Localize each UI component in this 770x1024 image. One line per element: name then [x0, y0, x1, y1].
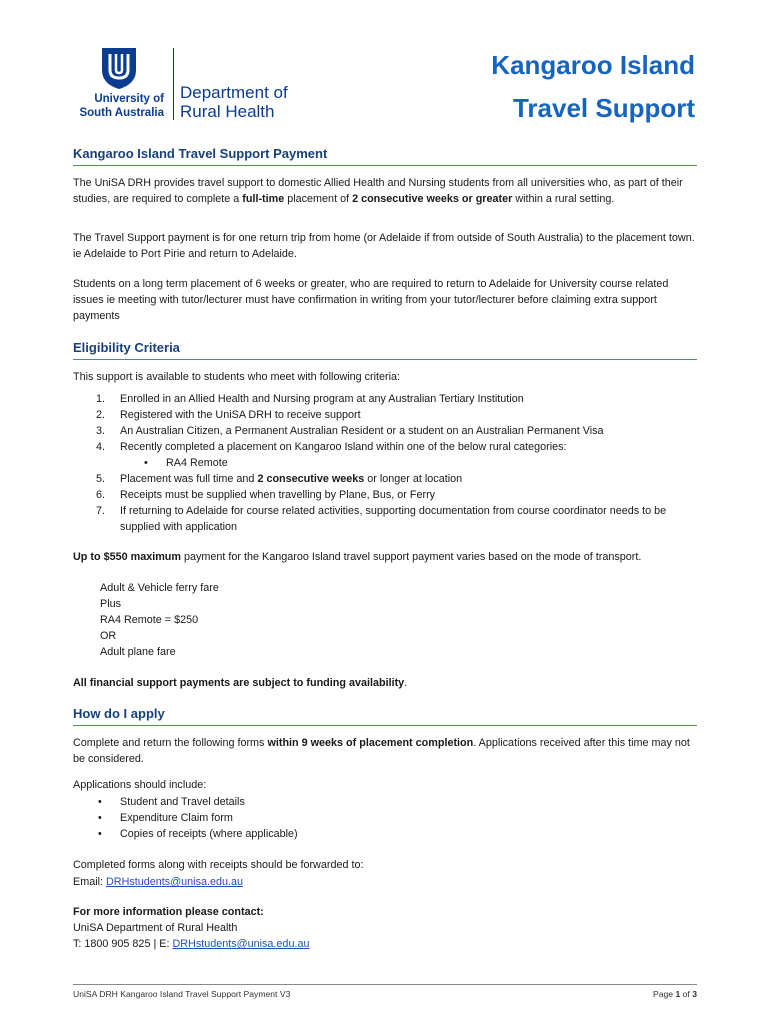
- university-name: University of South Australia: [79, 93, 164, 119]
- eligibility-intro: This support is available to students who meet with following criteria:: [73, 371, 401, 383]
- list-item: • Expenditure Claim form: [98, 812, 233, 824]
- payment-option: Plus: [100, 598, 122, 610]
- unisa-shield-icon: [100, 46, 138, 90]
- section-heading-apply: How do I apply: [73, 706, 697, 726]
- contact-org: UniSA Department of Rural Health: [73, 922, 238, 934]
- list-item: 2. Registered with the UniSA DRH to receive support: [96, 409, 361, 421]
- list-item: 4. Recently completed a placement on Kangaroo Island within one of the below rural categories:: [96, 441, 567, 453]
- payment-option: RA4 Remote = $250: [100, 614, 199, 626]
- footer-title: UniSA DRH Kangaroo Island Travel Support Payment V3: [73, 989, 291, 999]
- sub-list-item: • RA4 Remote: [144, 457, 228, 469]
- payment-paragraph: Up to $550 maximum payment for the Kangaroo Island travel support payment varies based on the mode of transport.: [73, 551, 642, 563]
- include-list: [73, 794, 698, 842]
- list-item: 1. Enrolled in an Allied Health and Nursing program at any Australian Tertiary Institution: [96, 393, 524, 405]
- page-title: Kangaroo Island Travel Support: [491, 50, 695, 123]
- long-term-paragraph: Students on a long term placement of 6 weeks or greater, who are required to return to Adelaide for University course related issues ie meeting with tutor/lecturer must have confirmation in writing from your tutor/lecturer before claiming extra support payments: [73, 278, 669, 322]
- eligibility-list: [73, 391, 698, 535]
- forward-instructions: Completed forms along with receipts should be forwarded to:: [73, 859, 364, 871]
- include-intro: Applications should include:: [73, 779, 207, 791]
- contact-phone-line: T: 1800 905 825 | E: DRHstudents@unisa.edu.au: [73, 938, 310, 950]
- contact-heading: For more information please contact:: [73, 906, 264, 918]
- payment-option: Adult plane fare: [100, 646, 176, 658]
- section-heading-payment: Kangaroo Island Travel Support Payment: [73, 146, 697, 166]
- contact-email-link[interactable]: DRHstudents@unisa.edu.au: [172, 938, 310, 950]
- payment-option: Adult & Vehicle ferry fare: [100, 582, 219, 594]
- page-footer: [73, 984, 697, 999]
- list-item: • Student and Travel details: [98, 796, 245, 808]
- payment-option: OR: [100, 630, 117, 642]
- email-line: Email: DRHstudents@unisa.edu.au: [73, 876, 244, 888]
- intro-paragraph: The UniSA DRH provides travel support to domestic Allied Health and Nursing students from all universities who, as part of their studies, are required to complete a full-time placement of 2 consecutive weeks or greater within a rural setting.: [73, 177, 683, 205]
- page-number: Page 1 of 3: [653, 989, 697, 999]
- list-item: 3. An Australian Citizen, a Permanent Australian Resident or a student on an Australian Permanent Visa: [96, 425, 604, 437]
- payment-options: [73, 580, 725, 660]
- list-item: 6. Receipts must be supplied when travelling by Plane, Bus, or Ferry: [96, 489, 436, 501]
- logo-divider: [173, 48, 174, 120]
- return-trip-paragraph: The Travel Support payment is for one return trip from home (or Adelaide if from outside of South Australia) to the placement town. ie Adelaide to Port Pirie and return to Adelaide.: [73, 232, 695, 260]
- funding-note: All financial support payments are subject to funding availability.: [73, 677, 408, 689]
- list-item: 7. If returning to Adelaide for course related activities, supporting documentation from course coordinator needs to be supplied with application: [96, 505, 667, 533]
- list-item: • Copies of receipts (where applicable): [98, 828, 298, 840]
- apply-paragraph: Complete and return the following forms within 9 weeks of placement completion. Applications received after this time may not be considered.: [73, 737, 690, 765]
- email-link[interactable]: DRHstudents@unisa.edu.au: [106, 876, 244, 888]
- list-item: 5. Placement was full time and 2 consecutive weeks or longer at location: [96, 473, 463, 485]
- department-name: Department of Rural Health: [180, 83, 288, 121]
- section-heading-eligibility: Eligibility Criteria: [73, 340, 697, 360]
